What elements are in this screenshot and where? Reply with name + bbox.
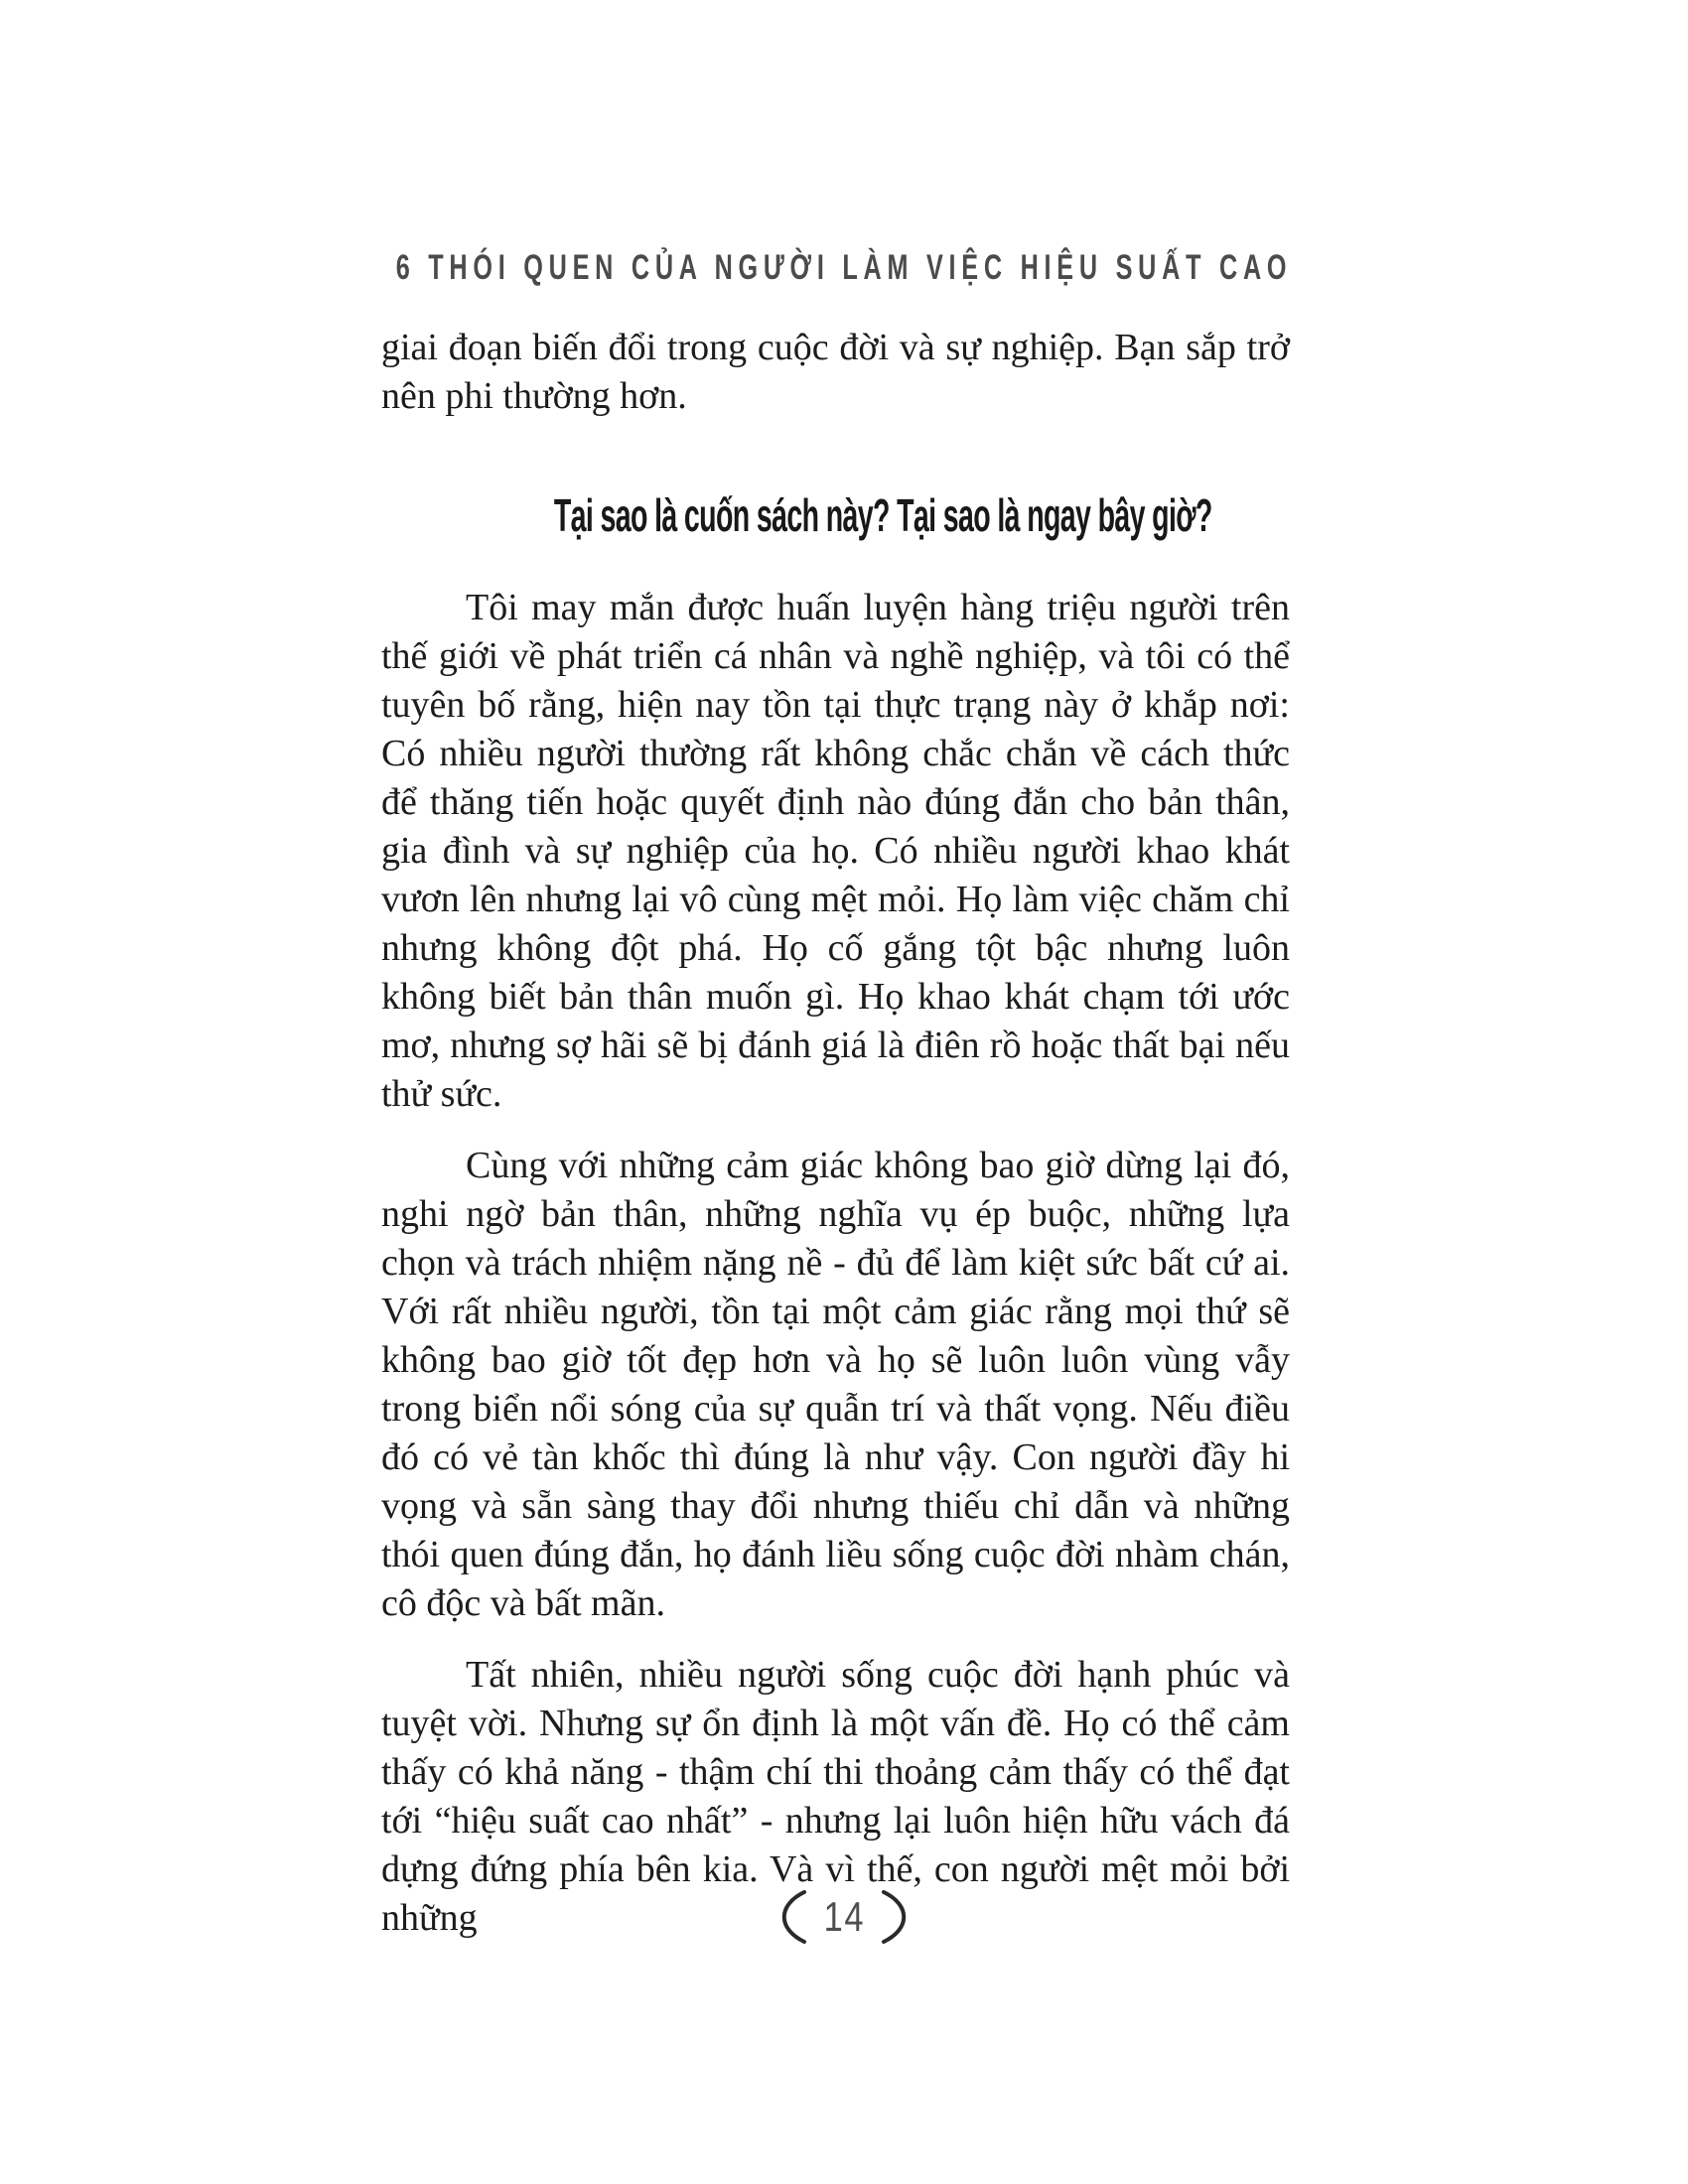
page-number: 14 [823,1893,865,1940]
left-arc-icon [767,1888,808,1946]
body-paragraph-2: Cùng với những cảm giác không bao giờ dừng lại đó, nghi ngờ bản thân, những nghĩa vụ ép buộc, những lựa chọn và trách nhiệm nặng nề - đủ để làm kiệt sức bất cứ ai. Với rất nhiều người, tồn tại một cảm giác rằng mọi thứ sẽ không bao giờ tốt đẹp hơn và họ sẽ luôn luôn vùng vẫy trong biển nổi sóng của sự quẫn trí và thất vọng. Nếu điều đó có vẻ tàn khốc thì đúng là như vậy. Con người đầy hi vọng và sẵn sàng thay đổi nhưng thiếu chỉ dẫn và những thói quen đúng đắn, họ đánh liều sống cuộc đời nhàm chán, cô độc và bất mãn. [381,1145,1290,1624]
running-head: 6 THÓI QUEN CỦA NGƯỜI LÀM VIỆC HIỆU SUẤT CAO [395,248,1293,287]
body-paragraph-3: Tất nhiên, nhiều người sống cuộc đời hạnh phúc và tuyệt vời. Nhưng sự ổn định là một vấn đề. Họ có thể cảm thấy có khả năng - thậm chí thi thoảng cảm thấy có thể đạt tới “hiệu suất cao nhất” - nhưng lại luôn hiện hữu vách đá dựng đứng phía bên kia. Và vì thế, con người mệt mỏi bởi những [381,1654,1290,1939]
right-arc-icon [880,1888,921,1946]
section-heading: Tại sao là cuốn sách này? Tại sao là ngay bây giờ? [553,489,1212,541]
continuation-paragraph: giai đoạn biến đổi trong cuộc đời và sự nghiệp. Bạn sắp trở nên phi thường hơn. [381,327,1290,417]
page-body [381,324,1290,1943]
body-paragraph-1: Tôi may mắn được huấn luyện hàng triệu người trên thế giới về phát triển cá nhân và nghề nghiệp, và tôi có thể tuyên bố rằng, hiện nay tồn tại thực trạng này ở khắp nơi: Có nhiều người thường rất không chắc chắn về cách thức để thăng tiến hoặc quyết định nào đúng đắn cho bản thân, gia đình và sự nghiệp của họ. Có nhiều người khao khát vươn lên nhưng lại vô cùng mệt mỏi. Họ làm việc chăm chỉ nhưng không đột phá. Họ cố gắng tột bậc nhưng luôn không biết bản thân muốn gì. Họ khao khát chạm tới ước mơ, nhưng sợ hãi sẽ bị đánh giá là điên rồ hoặc thất bại nếu thử sức. [381,587,1290,1115]
page-number-ornament [0,1888,1688,1946]
